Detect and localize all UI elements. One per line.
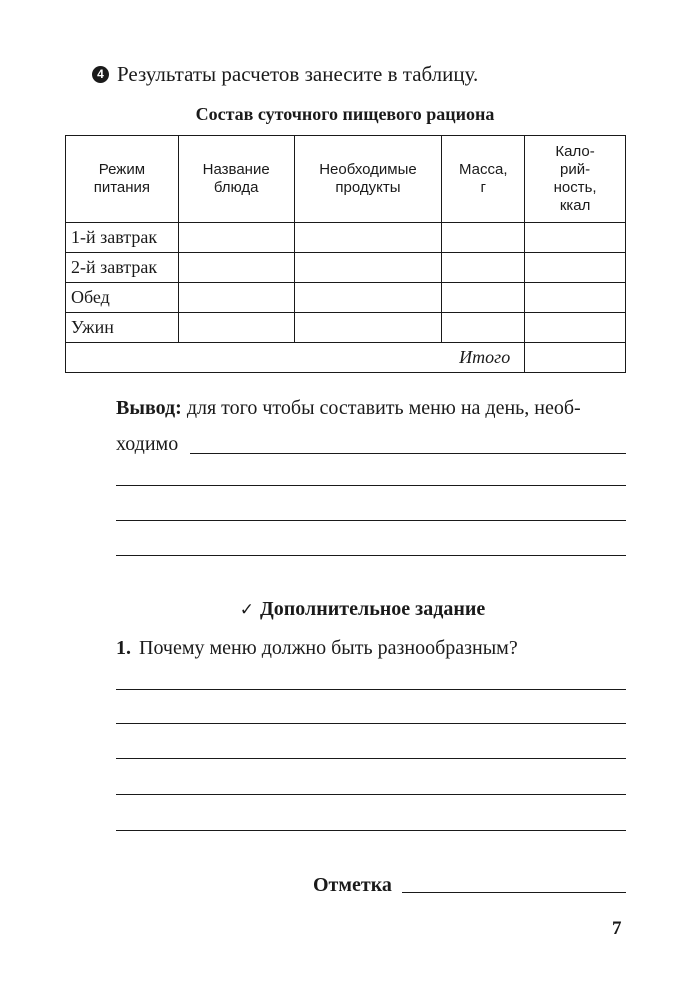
table-cell[interactable] xyxy=(178,283,294,313)
table-title: Состав суточного пищевого рациона xyxy=(195,104,495,124)
table-cell[interactable] xyxy=(525,223,626,253)
table-row xyxy=(66,313,626,343)
grade-line[interactable] xyxy=(402,892,626,893)
table-cell[interactable] xyxy=(294,253,442,283)
table-cell[interactable] xyxy=(294,223,442,253)
question-1 xyxy=(116,637,518,660)
conclusion-text-1: для того чтобы составить меню на день, необ- xyxy=(186,397,581,419)
table-cell[interactable] xyxy=(178,313,294,343)
total-cell[interactable] xyxy=(525,343,626,373)
extra-task-title xyxy=(0,598,700,621)
answer-line[interactable] xyxy=(116,758,626,759)
answer-line[interactable] xyxy=(190,453,626,454)
table-row xyxy=(66,253,626,283)
answer-line[interactable] xyxy=(116,723,626,724)
table-cell[interactable] xyxy=(442,313,525,343)
table-total-row xyxy=(66,343,626,373)
page-number: 7 xyxy=(612,918,622,939)
header-meal-mode: Режим питания xyxy=(66,136,179,223)
conclusion-line-1 xyxy=(116,397,581,420)
total-label: Итого xyxy=(66,343,525,373)
ration-table xyxy=(65,135,626,373)
header-calories: Кало- рий- ность, ккал xyxy=(525,136,626,223)
task-number-badge: 4 xyxy=(92,66,109,83)
table-cell[interactable] xyxy=(178,223,294,253)
answer-line[interactable] xyxy=(116,485,626,486)
header-products: Необходимые продукты xyxy=(294,136,442,223)
answer-line[interactable] xyxy=(116,794,626,795)
row-label: Обед xyxy=(66,283,179,313)
table-cell[interactable] xyxy=(294,313,442,343)
question-text: Почему меню должно быть разнообразным? xyxy=(139,637,518,659)
grade-label: Отметка xyxy=(313,874,392,896)
conclusion-line-2 xyxy=(116,433,178,456)
table-cell[interactable] xyxy=(525,283,626,313)
checkmark-icon: ✓ xyxy=(239,600,254,620)
row-label: 1-й завтрак xyxy=(66,223,179,253)
question-number: 1. xyxy=(116,637,131,659)
table-cell[interactable] xyxy=(178,253,294,283)
extra-task-title-text: Дополнительное задание xyxy=(259,598,486,620)
table-row xyxy=(66,223,626,253)
table-header-row xyxy=(66,136,626,223)
table-cell[interactable] xyxy=(525,253,626,283)
task-line xyxy=(92,62,478,87)
row-label: 2-й завтрак xyxy=(66,253,179,283)
row-label: Ужин xyxy=(66,313,179,343)
table-cell[interactable] xyxy=(442,283,525,313)
answer-line[interactable] xyxy=(116,689,626,690)
answer-line[interactable] xyxy=(116,555,626,556)
table-cell[interactable] xyxy=(442,253,525,283)
conclusion-label: Вывод: xyxy=(116,397,182,419)
table-row xyxy=(66,283,626,313)
header-dish-name: Название блюда xyxy=(178,136,294,223)
table-cell[interactable] xyxy=(525,313,626,343)
answer-line[interactable] xyxy=(116,520,626,521)
conclusion-text-2: ходимо xyxy=(116,433,179,455)
table-cell[interactable] xyxy=(294,283,442,313)
table-cell[interactable] xyxy=(442,223,525,253)
task-text: Результаты расчетов занесите в таблицу. xyxy=(117,62,479,86)
answer-line[interactable] xyxy=(116,830,626,831)
header-mass: Масса, г xyxy=(442,136,525,223)
